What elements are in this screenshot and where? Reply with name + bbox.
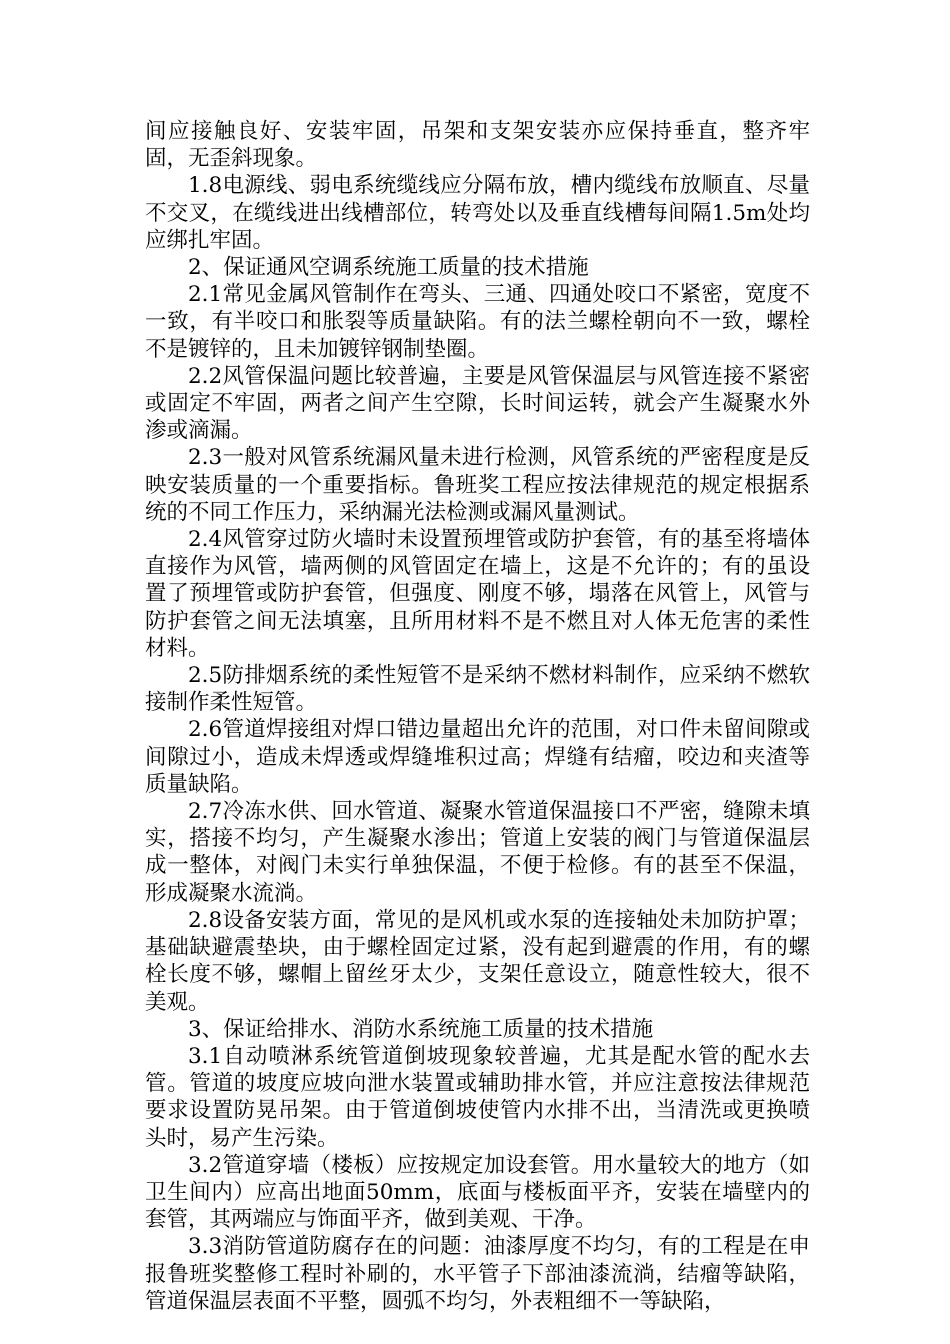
paragraph-3-1-sprinkler-slope: 3.1自动喷淋系统管道倒坡现象较普遍，尤其是配水管的配水去管。管道的坡度应坡向泄水装置或辅助排水管，并应注意按法律规范要求设置防晃吊架。由于管道倒坡使管内水排不出，当清洗或更换喷头时，易产生污染。 [145,1043,810,1151]
paragraph-3-3-corrosion: 3.3消防管道防腐存在的问题：油漆厚度不均匀，有的工程是在申报鲁班奖整修工程时补刷的，水平管子下部油漆流淌，结瘤等缺陷，管道保温层表面不平整，圆弧不均匀，外表粗细不一等缺陷， [145,1234,810,1314]
paragraph-3-2-wall-sleeves: 3.2管道穿墙（楼板）应按规定加设套管。用水量较大的地方（如卫生间内）应高出地面50mm，底面与楼板面平齐，安装在墙壁内的套管，其两端应与饰面平齐，做到美观、干净。 [145,1152,810,1233]
paragraph-1-8-cabling: 1.8电源线、弱电系统缆线应分隔布放，槽内缆线布放顺直、尽量不交叉，在缆线进出线槽部位，转弯处以及垂直线槽每间隔1.5m处均应绑扎牢固。 [145,173,810,253]
paragraph-2-5-smoke-exhaust: 2.5防排烟系统的柔性短管不是采纳不燃材料制作，应采纳不燃软接制作柔性短管。 [145,663,810,716]
paragraph-2-8-equipment: 2.8设备安装方面，常见的是风机或水泵的连接轴处未加防护罩；基础缺避震垫块，由于螺栓固定过紧，没有起到避震的作用，有的螺栓长度不够，螺帽上留丝牙太少，支架任意设立，随意性较大，很不美观。 [145,907,810,1015]
document-body [145,118,810,1315]
paragraph-2-1-duct-seams: 2.1常见金属风管制作在弯头、三通、四通处咬口不紧密，宽度不一致，有半咬口和胀裂等质量缺陷。有的法兰螺栓朝向不一致，螺栓不是镀锌的，且未加镀锌钢制垫圈。 [145,282,810,362]
paragraph-2-2-duct-insulation: 2.2风管保温问题比较普遍，主要是风管保温层与风管连接不紧密或固定不牢固，两者之间产生空隙，长时间运转，就会产生凝聚水外渗或滴漏。 [145,363,810,444]
section-heading-water-systems: 3、保证给排水、消防水系统施工质量的技术措施 [188,1016,654,1042]
paragraph-continuation: 间应接触良好、安装牢固，吊架和支架安装亦应保持垂直，整齐牢固，无歪斜现象。 [145,119,810,172]
paragraph-2-4-firewall-penetration: 2.4风管穿过防火墙时未设置预埋管或防护套管，有的基至将墙体直接作为风管，墙两侧的风管固定在墙上，这是不允许的；有的虽设置了预埋管或防护套管，但强度、刚度不够，塌落在风管上，风管与防护套管之间无法填塞，且所用材料不是不燃且对人体无危害的柔性材料。 [145,527,810,661]
paragraph-2-7-chilled-water: 2.7冷冻水供、回水管道、凝聚水管道保温接口不严密，缝隙未填实，搭接不均匀，产生凝聚水渗出；管道上安装的阀门与管道保温层成一整体，对阀门未实行单独保温，不便于检修。有的甚至不保温，形成凝聚水流淌。 [145,799,810,906]
paragraph-2-6-welding: 2.6管道焊接组对焊口错边量超出允许的范围，对口件未留间隙或间隙过小，造成未焊透或焊缝堆积过高；焊缝有结瘤，咬边和夹渣等质量缺陷。 [145,717,810,797]
section-heading-ventilation: 2、保证通风空调系统施工质量的技术措施 [188,255,589,281]
paragraph-2-3-air-leakage: 2.3一般对风管系统漏风量未进行检测，风管系统的严密程度是反映安装质量的一个重要指标。鲁班奖工程应按法律规范的规定根据系统的不同工作压力，采纳漏光法检测或漏风量测试。 [145,445,810,525]
